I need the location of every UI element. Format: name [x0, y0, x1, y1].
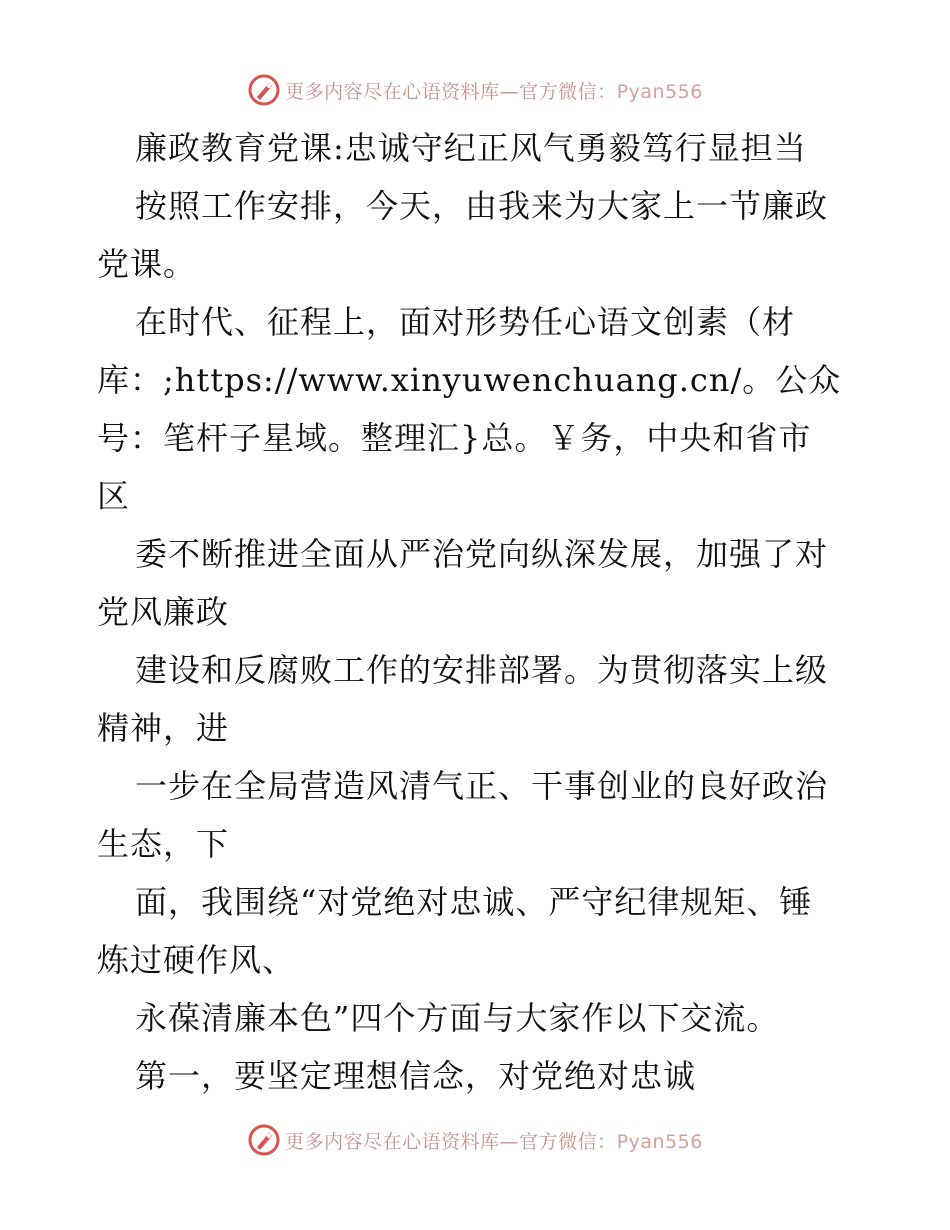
watermark-text	[285, 77, 703, 104]
document-title: 廉政教育党课:忠诚守纪正风气勇毅笃行显担当	[135, 129, 807, 167]
paragraph-line: 在时代、征程上，面对形势任心语文创素（材	[135, 303, 796, 341]
paragraph-line: 号：笔杆子星域。整理汇}总。￥务，中央和省市	[97, 419, 812, 457]
paragraph-line: 精神，进	[97, 709, 230, 747]
footer-watermark	[0, 1120, 950, 1160]
watermark-separator: —官方微信：	[499, 1130, 617, 1153]
watermark-text	[285, 1127, 703, 1154]
header-watermark	[0, 70, 950, 110]
pen-nib-logo-icon	[247, 1123, 281, 1157]
pen-nib-logo-icon	[247, 73, 281, 107]
paragraph-line: 委不断推进全面从严治党向纵深发展，加强了对	[135, 535, 829, 573]
watermark-account: Pyan556	[616, 80, 703, 103]
paragraph-line: 永葆清廉本色”四个方面与大家作以下交流。	[135, 999, 780, 1037]
watermark-main: 更多内容尽在心语资料库	[285, 1130, 500, 1153]
paragraph-line: 按照工作安排，今天，由我来为大家上一节廉政	[135, 187, 829, 225]
watermark-main: 更多内容尽在心语资料库	[285, 80, 500, 103]
paragraph-line: 面，我围绕“对党绝对忠诚、严守纪律规矩、锤	[135, 883, 813, 921]
paragraph-line: 炼过硬作风、	[97, 941, 296, 979]
paragraph-line: 建设和反腐败工作的安排部署。为贯彻落实上级	[135, 651, 829, 689]
paragraph-line: 生态，下	[97, 825, 230, 863]
paragraph-line: 党课。	[97, 245, 197, 283]
section-heading: 第一，要坚定理想信念，对党绝对忠诚	[135, 1057, 697, 1095]
paragraph-line: 一步在全局营造风清气正、干事创业的良好政治	[135, 767, 829, 805]
paragraph-line: 区	[97, 477, 131, 515]
paragraph-line: 库：;https://www.xinyuwenchuang.cn/。公众	[97, 361, 842, 399]
watermark-separator: —官方微信：	[499, 80, 617, 103]
paragraph-line: 党风廉政	[97, 593, 230, 631]
watermark-account: Pyan556	[616, 1130, 703, 1153]
